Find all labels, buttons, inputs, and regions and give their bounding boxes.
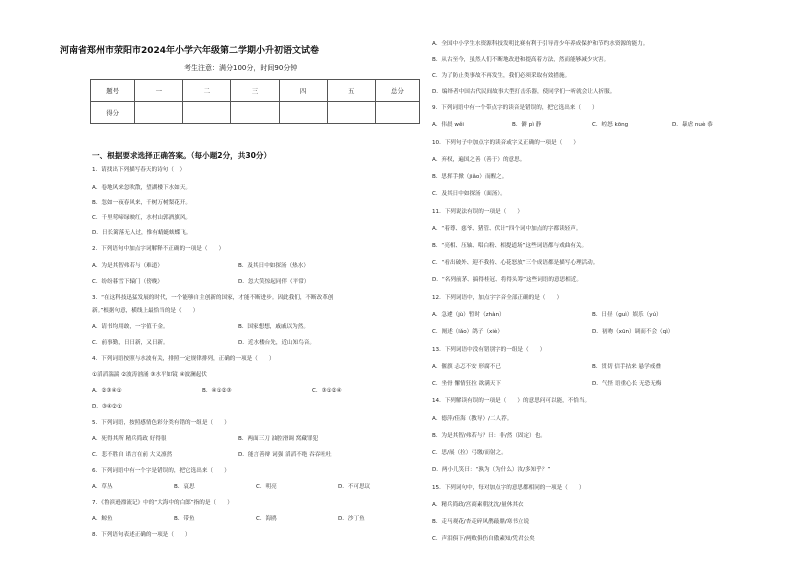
question-line: 10．下列句子中加点字的读音或字义正确的一项是（ ） [432, 140, 579, 146]
option-line: A．弃权，遍国之善（善于）的意思。 [432, 157, 526, 163]
option-line: C．海鸥 [256, 516, 277, 522]
option-line: A．“着尊、慈爷、猪管、伏计”四个词中加点的字都读轻声。 [432, 226, 582, 232]
option-line: C．崆怒 kōng [592, 122, 629, 128]
question-line: ①滔滔湍湍 ②波涛汹涌 ③水平如镜 ④波澜起伏 [92, 372, 207, 378]
question-line: 12．下列词语中，加点字字音全部正确的是（ ） [432, 295, 563, 301]
question-line: 13．下列词语中没有错别字的一组是（ ） [432, 347, 546, 353]
option-line: B．日昼（guì）娱乐（yú） [592, 312, 662, 318]
option-line: D．初吻（xūn）调而不会（qì） [592, 329, 674, 335]
option-line: D．两小儿笑曰：“孰为（为什么）汝/多知乎？” [432, 467, 551, 473]
score-cell: 四 [279, 80, 327, 102]
option-line: B．僻 pì 静 [512, 122, 542, 128]
option-line: B．带鱼 [174, 516, 195, 522]
option-line: A．急遽（jù）暂时（zhàn） [432, 312, 505, 318]
score-cell [231, 102, 279, 124]
option-line: D．不可思议 [338, 484, 371, 490]
score-cell [183, 102, 231, 124]
option-line: C．声泪俱下/两败俱伤自傲素知/凭君公矣 [432, 536, 535, 542]
question-line: 6．下列词语中有一个字是错误的，把它选出来（ ） [92, 468, 230, 474]
score-cell [327, 102, 375, 124]
option-line: A．鲸鱼 [92, 516, 113, 522]
option-line: B．“亮相、压轴、唱白粉、相提道场”这些词语都与戏曲有关。 [432, 243, 588, 249]
exam-title: 河南省郑州市荥阳市2024年小学六年级第二学期小升初语文试卷 [60, 46, 320, 56]
score-cell: 得分 [91, 102, 135, 124]
option-line: A．死得其所 精兵简政 好得很 [92, 436, 167, 442]
score-cell: 三 [231, 80, 279, 102]
option-line: A．全国中小学生水资源科技发明比赛有利于引导青少年养成保护和节约水资源的能力。 [432, 41, 649, 47]
option-line: A．偃旗 忐忑不安 形腐不已 [432, 364, 501, 370]
option-line: D．沙丁鱼 [338, 516, 365, 522]
option-line: C．为了防止类事故不再发生，我们必须采取有效措施。 [432, 73, 571, 79]
option-line: D．“名列前茅、搞得桂冠、将得头筹”这些词语的意思相近。 [432, 277, 582, 283]
question-line: 4．下列词语按照与水波有关，排照一定规律排列，正确的一项是（ ） [92, 356, 275, 362]
score-table-score-row [91, 102, 420, 124]
question-line: 14．下列解读有误的一项是（ ）的意思问可以能，不恰当。 [432, 398, 591, 404]
option-line: B．两面三刀 油腔滑调 窝藏罪犯 [238, 436, 319, 442]
question-line: 2．下列语句中加点字词解释不正确的一项是（ ） [92, 246, 225, 252]
option-line: A．草丛 [92, 484, 113, 490]
score-cell [135, 102, 183, 124]
question-line: 15．下列词句中，每对加点字的意思都相同的一项是（ ） [432, 485, 585, 491]
option-line: A．精兵简政/宫商素朝沈沈/量休其衣 [432, 502, 524, 508]
question-line: 5．下列词语，按照感情色彩分类有错的一组是（ ） [92, 420, 230, 426]
question-line: 9．下列词语中有一个带点字的读音是错误的，把它选出来（ ） [432, 105, 598, 111]
exam-notice: 考生注意：满分100分，时间90分钟 [184, 64, 298, 72]
option-line: B．思挥手掀（jiǎo）而醒之。 [432, 174, 508, 180]
score-cell: 二 [183, 80, 231, 102]
option-line: C．前事勤，日日新，又日新。 [92, 340, 169, 346]
question-line: 8．下列语句表述正确的一项是（ ） [92, 532, 191, 538]
option-line: C．悲不胜自 诺言在前 大义凛然 [92, 452, 173, 458]
option-line: D．编绎者中国古代民间故事大型打击乐器，使同学们一听就会让人折服。 [432, 89, 616, 95]
option-line: C．及其日中如探汤（面汤）。 [432, 191, 506, 197]
option-line: C．“看出破外、迎不我持、心花怒放”三个成语都是描写心理活动。 [432, 260, 599, 266]
option-line: B．忽如一夜春风来，千树万树梨花开。 [92, 200, 191, 206]
option-line: C．思/展（拉）弓缴/而射之。 [432, 450, 507, 456]
option-line: D．③④②① [92, 404, 122, 410]
option-line: D．能言善辩 词强 滔滔不绝 吞吞吐吐 [238, 452, 332, 458]
option-line: B．贯切 信手拈来 悬学戒叠 [592, 364, 661, 370]
option-line: D．暴虐 nuè 恭 [672, 122, 713, 128]
option-line: B．从古至今，虽然人们不断地改进和提高着方法，然而能够减少灾害。 [432, 57, 610, 63]
option-line: A．伟晨 wěi [432, 122, 464, 128]
option-line: C．阐述（lǎo）鸽子（xiè） [432, 329, 503, 335]
question-line: 7．《鲁滨逊漂流记》中的“大海中的白郎”指的是（ ） [92, 500, 233, 506]
option-line: B．哀思 [174, 484, 195, 490]
option-line: A．②③④① [92, 388, 122, 394]
option-line: B．及其日中如探汤（热水） [238, 263, 309, 269]
score-cell [279, 102, 327, 124]
option-line: D．气怪 语重心长 无恐无梅 [592, 381, 662, 387]
score-table [90, 79, 420, 124]
score-cell: 一 [135, 80, 183, 102]
option-line: B．走马观花/杏走碎风鹊敲鼎/寒书立说 [432, 519, 530, 525]
score-cell: 五 [327, 80, 375, 102]
option-line: A．卷地风来忽吹散，望湖楼下水如天。 [92, 185, 191, 191]
question-line: 3．“在这科技迅猛发展的时代，一个能够自主创新的国家，才能不断进步。因此我们，不断改革创 [92, 295, 334, 301]
option-line: C．③①②④ [312, 388, 342, 394]
option-line: B．为是其智/弗若与？曰：非/然（固定）也。 [432, 433, 546, 439]
option-line: D．忽大笑惊起同伴（平常） [238, 279, 310, 285]
option-line: D．日长篱落无人过，惟有蜻蜓蛱蝶飞。 [92, 230, 192, 236]
option-line: A．为是其智弗若与（难道） [92, 263, 163, 269]
option-line: C．纷纷暮雪下辕门（傍晚） [92, 279, 164, 285]
option-line: C．明亮 [256, 484, 277, 490]
question-line: 1．请找出下列描写春天的诗句（ ） [92, 167, 186, 173]
option-line: B．④①②③ [202, 388, 232, 394]
score-cell [375, 102, 419, 124]
score-table-header-row [91, 80, 420, 102]
score-cell: 总分 [375, 80, 419, 102]
option-line: C．坐骨 懈情狂拉 欲满天下 [432, 381, 501, 387]
section-heading: 一、根据要求选择正确答案。（每小题2分，共30分） [92, 151, 272, 160]
option-line: A．德萍/佳海（教导）/二人荐。 [432, 416, 513, 422]
question-line: 新。”根据句意，横线上最恰当的是（ ） [92, 308, 199, 314]
question-line: 11．下列说法有误的一项是（ ） [432, 209, 524, 215]
option-line: D．近水楼台先，近山知鸟音。 [238, 340, 316, 346]
option-line: A．请书均用敢，一字值千金。 [92, 324, 169, 330]
option-line: B．国家想想，戚戚以为然。 [238, 324, 309, 330]
score-cell: 题号 [91, 80, 135, 102]
option-line: C．千里莺啼绿映红，水村山郭酒旗风。 [92, 215, 192, 221]
